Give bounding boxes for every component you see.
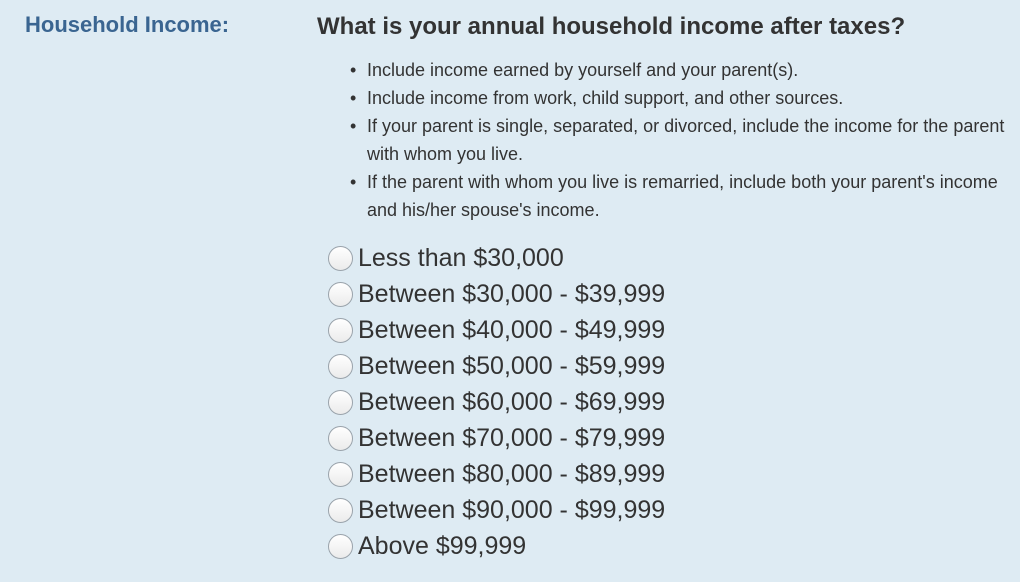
instructions-list xyxy=(317,56,1007,224)
section-label: Household Income: xyxy=(25,12,230,37)
option-label[interactable]: Between $30,000 - $39,999 xyxy=(358,280,666,308)
radio-button[interactable] xyxy=(328,246,353,271)
income-option-90000-99999[interactable] xyxy=(328,492,1007,528)
income-option-80000-89999[interactable] xyxy=(328,456,1007,492)
radio-button[interactable] xyxy=(328,318,353,343)
option-label[interactable]: Between $90,000 - $99,999 xyxy=(358,496,666,524)
instruction-text: Include income from work, child support, and other sources. xyxy=(367,88,844,108)
option-label[interactable]: Between $80,000 - $89,999 xyxy=(358,460,666,488)
option-label[interactable]: Between $70,000 - $79,999 xyxy=(358,424,666,452)
option-label[interactable]: Above $99,999 xyxy=(358,532,527,560)
income-option-less-than-30000[interactable] xyxy=(328,240,1007,276)
income-option-above-99999[interactable] xyxy=(328,528,1007,564)
radio-button[interactable] xyxy=(328,534,353,559)
instruction-item xyxy=(350,112,1007,168)
instruction-item xyxy=(350,56,1007,84)
income-option-30000-39999[interactable] xyxy=(328,276,1007,312)
bullet-icon xyxy=(350,56,356,84)
bullet-icon xyxy=(350,168,356,196)
instruction-text: If your parent is single, separated, or divorced, include the income for the parent with whom you live. xyxy=(367,116,1005,164)
question-title: What is your annual household income after taxes? xyxy=(317,13,906,40)
option-label[interactable]: Less than $30,000 xyxy=(358,244,564,272)
income-options xyxy=(328,240,1007,564)
radio-button[interactable] xyxy=(328,462,353,487)
income-option-70000-79999[interactable] xyxy=(328,420,1007,456)
instruction-item xyxy=(350,84,1007,112)
radio-button[interactable] xyxy=(328,354,353,379)
bullet-icon xyxy=(350,84,356,112)
radio-button[interactable] xyxy=(328,498,353,523)
radio-button[interactable] xyxy=(328,426,353,451)
option-label[interactable]: Between $40,000 - $49,999 xyxy=(358,316,666,344)
income-option-40000-49999[interactable] xyxy=(328,312,1007,348)
income-option-60000-69999[interactable] xyxy=(328,384,1007,420)
radio-button[interactable] xyxy=(328,390,353,415)
instruction-text: Include income earned by yourself and your parent(s). xyxy=(367,60,799,80)
option-label[interactable]: Between $50,000 - $59,999 xyxy=(358,352,666,380)
radio-button[interactable] xyxy=(328,282,353,307)
income-question xyxy=(317,12,1007,564)
option-label[interactable]: Between $60,000 - $69,999 xyxy=(358,388,666,416)
instruction-text: If the parent with whom you live is remarried, include both your parent's income and his/her spouse's income. xyxy=(367,172,998,220)
instruction-item xyxy=(350,168,1007,224)
income-option-50000-59999[interactable] xyxy=(328,348,1007,384)
bullet-icon xyxy=(350,112,356,140)
